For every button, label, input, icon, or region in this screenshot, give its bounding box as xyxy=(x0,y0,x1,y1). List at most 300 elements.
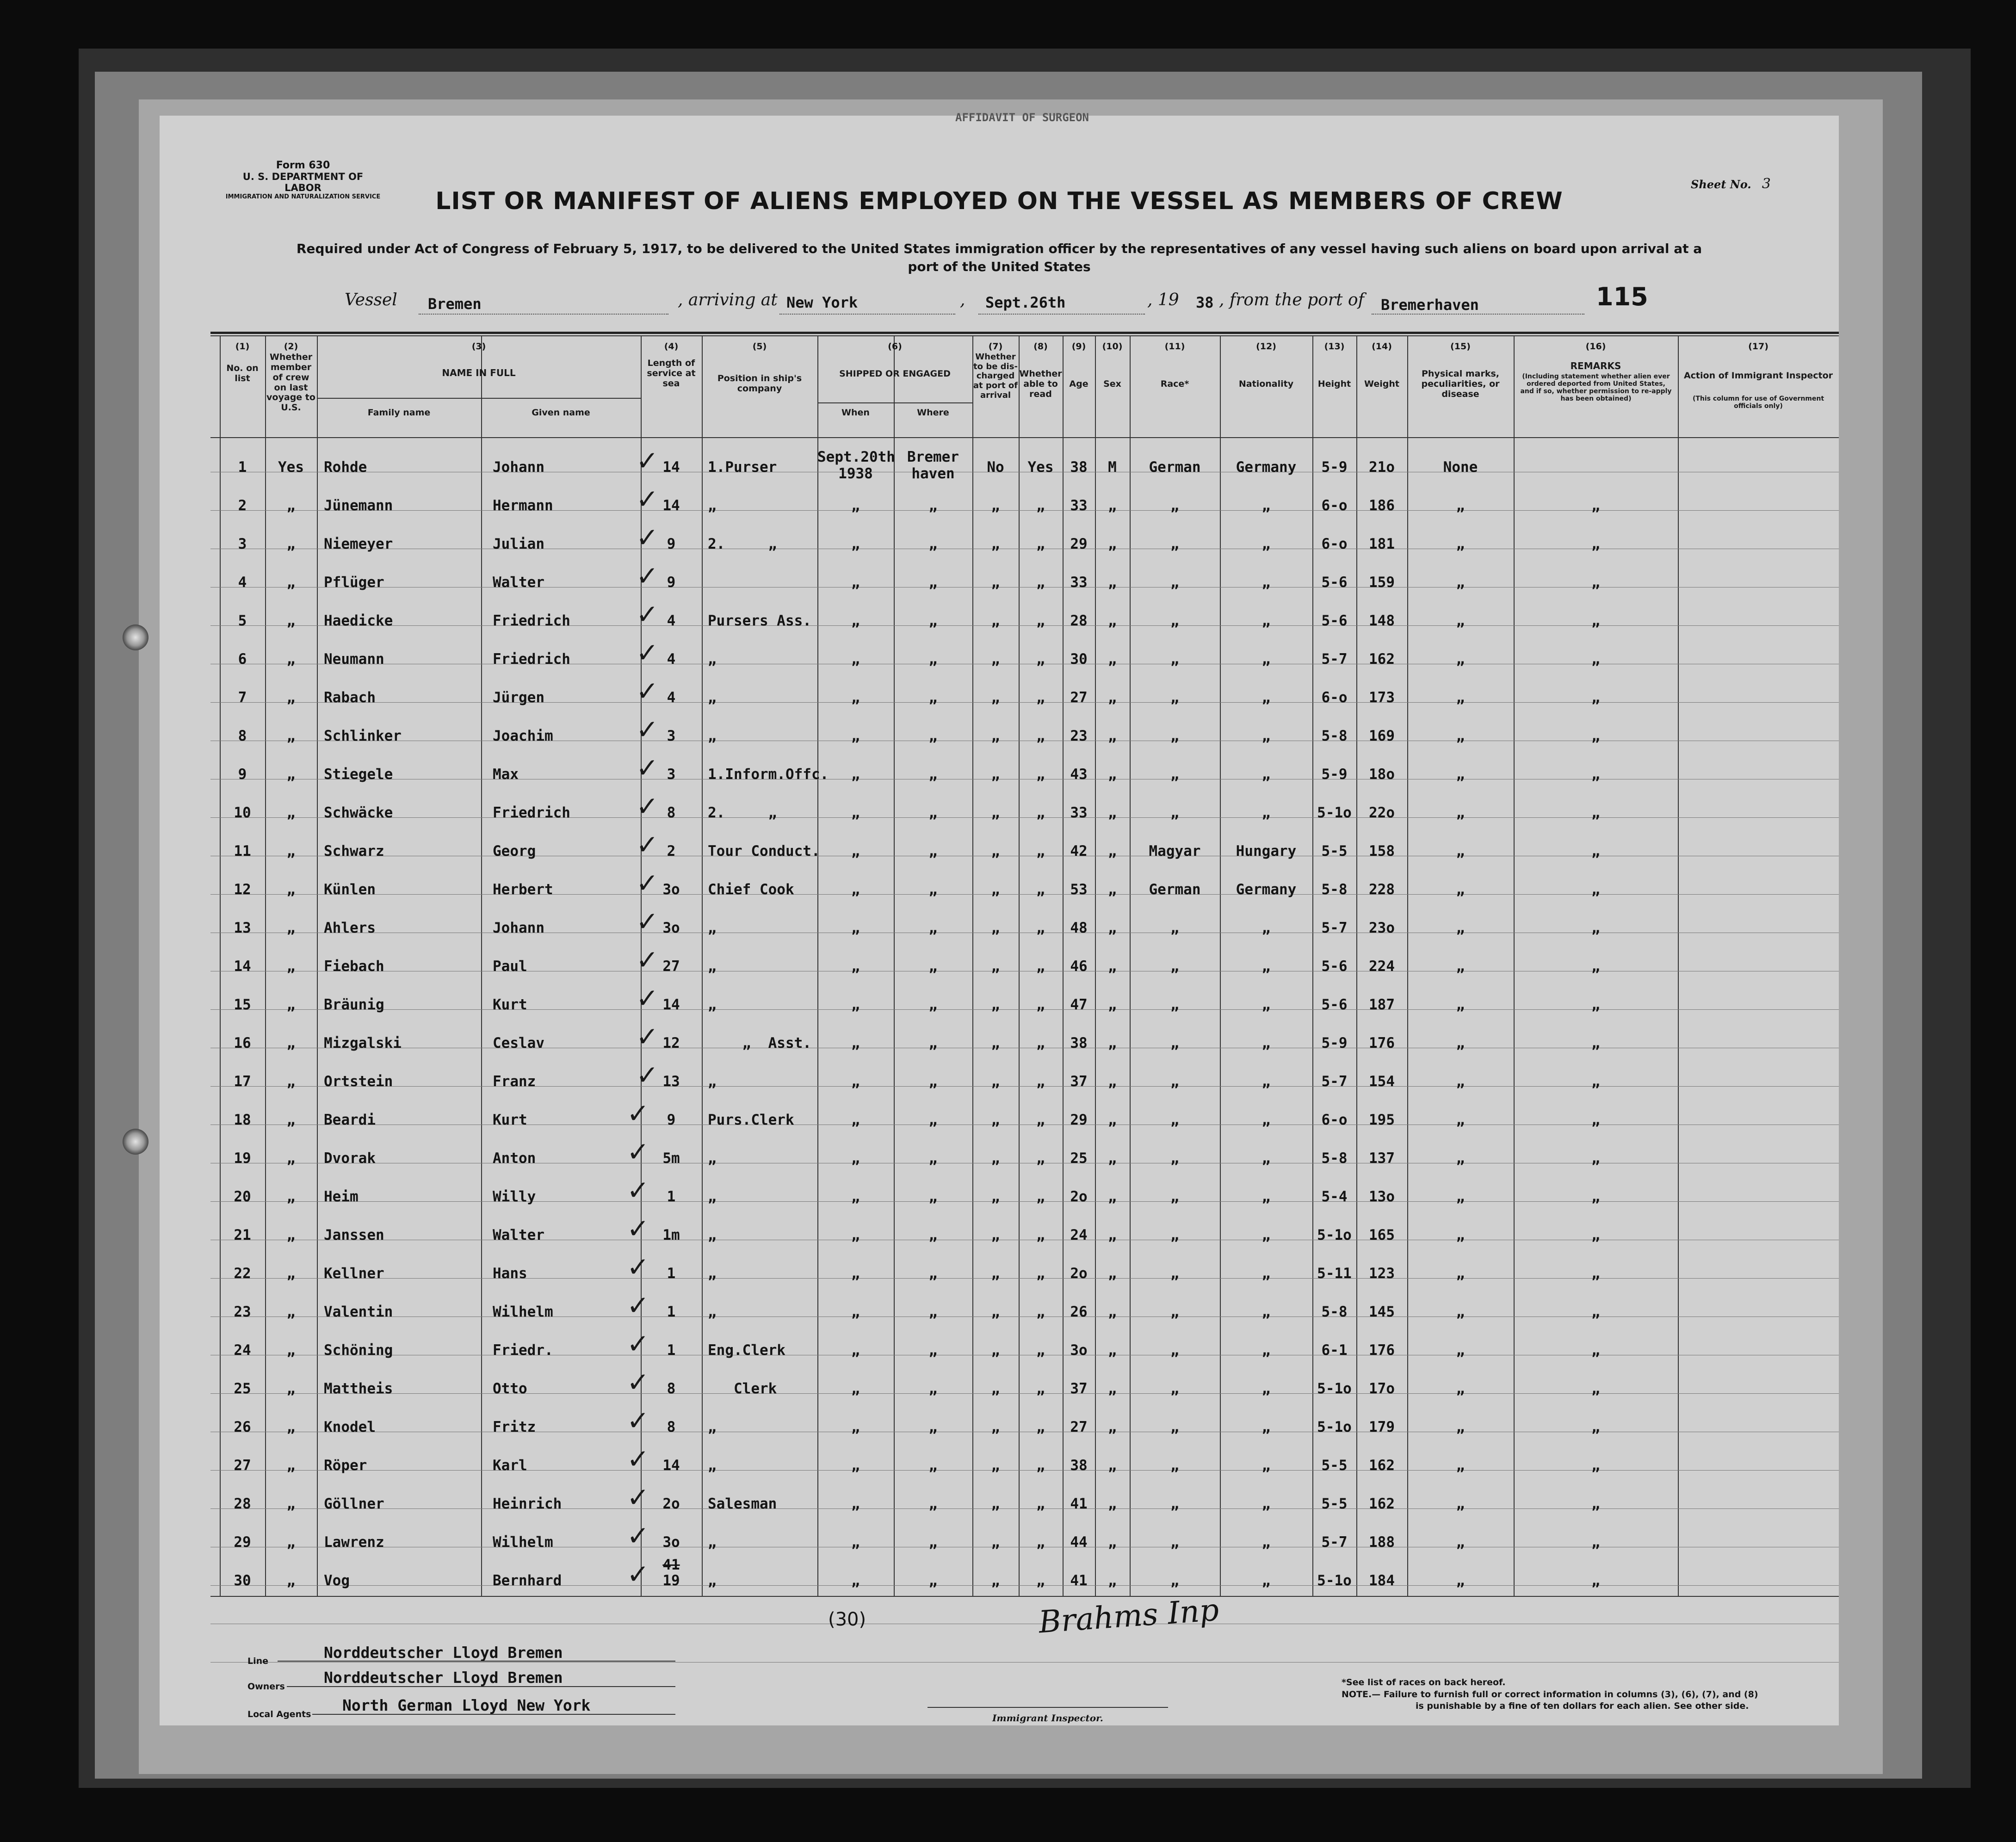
race-cell: „ xyxy=(1170,1227,1179,1243)
shipped-where-cell: „ xyxy=(928,920,938,936)
col-num: (10) xyxy=(1102,341,1123,352)
sex-cell: „ xyxy=(1108,1265,1117,1282)
department: U. S. DEPARTMENT OF LABOR xyxy=(242,171,364,194)
sex-cell: „ xyxy=(1108,1419,1117,1435)
height-cell: 5-11 xyxy=(1317,1265,1352,1282)
age-cell: 27 xyxy=(1070,1419,1088,1435)
owners-value: Norddeutscher Lloyd Bremen xyxy=(324,1669,563,1687)
check-mark-icon: ✓ xyxy=(627,1251,649,1283)
shipped-when-cell: „ xyxy=(851,958,860,975)
given-name-cell: Hermann xyxy=(493,497,553,514)
row-number: 4 xyxy=(238,574,247,591)
remarks-cell: „ xyxy=(1591,1380,1600,1397)
service-cell: 8 xyxy=(667,804,676,821)
row-number: 14 xyxy=(234,958,251,975)
row-number: 2 xyxy=(238,497,247,514)
position-cell: „ xyxy=(708,1534,717,1551)
discharge-cell: „ xyxy=(991,612,1000,629)
row-number: 6 xyxy=(238,651,247,668)
race-cell: „ xyxy=(1170,1572,1179,1589)
read-cell: „ xyxy=(1036,1457,1045,1474)
nationality-cell: „ xyxy=(1262,920,1271,936)
given-name-cell: Willy xyxy=(493,1188,536,1205)
height-cell: 5-8 xyxy=(1321,1150,1348,1167)
shipped-where-cell: „ xyxy=(928,766,938,783)
check-mark-icon: ✓ xyxy=(636,944,659,976)
service-cell: 14 xyxy=(662,1457,680,1474)
shipped-where-cell: „ xyxy=(928,804,938,821)
sex-cell: „ xyxy=(1108,1572,1117,1589)
shipped-when-cell: „ xyxy=(851,574,860,591)
nationality-cell: „ xyxy=(1262,1227,1271,1243)
weight-cell: 228 xyxy=(1369,881,1395,898)
marks-cell: „ xyxy=(1456,1227,1465,1243)
shipped-where-cell: „ xyxy=(928,612,938,629)
row-number: 28 xyxy=(234,1496,251,1512)
remarks-cell: „ xyxy=(1591,1035,1600,1051)
shipped-where-cell: haven xyxy=(911,465,955,482)
line-value: Norddeutscher Lloyd Bremen xyxy=(324,1644,563,1662)
nationality-cell: „ xyxy=(1262,766,1271,783)
row-number: 13 xyxy=(234,920,251,936)
height-cell: 5-5 xyxy=(1321,1457,1348,1474)
age-cell: 24 xyxy=(1070,1227,1088,1243)
nationality-cell: „ xyxy=(1262,1342,1271,1359)
shipped-where-cell: „ xyxy=(928,1112,938,1128)
sex-cell: M xyxy=(1108,459,1117,476)
given-name-cell: Kurt xyxy=(493,1112,527,1128)
col-num: (2) xyxy=(284,341,298,352)
sex-cell: „ xyxy=(1108,536,1117,552)
check-mark-icon: ✓ xyxy=(636,599,659,630)
col-num: (7) xyxy=(988,341,1003,352)
shipped-when-cell: „ xyxy=(851,804,860,821)
shipped-where-cell: „ xyxy=(928,1496,938,1512)
marks-cell: „ xyxy=(1456,881,1465,898)
port-underline xyxy=(779,314,955,315)
check-mark-icon: ✓ xyxy=(627,1098,649,1129)
weight-cell: 13o xyxy=(1369,1188,1395,1205)
remarks-cell: „ xyxy=(1591,612,1600,629)
height-cell: 5-7 xyxy=(1321,1534,1348,1551)
discharge-cell: „ xyxy=(991,843,1000,859)
check-mark-icon: ✓ xyxy=(627,1328,649,1360)
member-cell: „ xyxy=(286,612,296,629)
col-num: (4) xyxy=(664,341,679,352)
shipped-when-cell: Sept.20th xyxy=(817,449,895,465)
row-number: 27 xyxy=(234,1457,251,1474)
from-port: Bremerhaven xyxy=(1381,296,1479,314)
height-cell: 5-1o xyxy=(1317,1572,1352,1589)
remarks-cell: „ xyxy=(1591,1496,1600,1512)
age-cell: 2o xyxy=(1070,1188,1088,1205)
remarks-cell: „ xyxy=(1591,651,1600,668)
col-num: (13) xyxy=(1324,341,1345,352)
member-cell: „ xyxy=(286,1304,296,1320)
race-cell: „ xyxy=(1170,766,1179,783)
page-title: LIST OR MANIFEST OF ALIENS EMPLOYED ON THE VESSEL AS MEMBERS OF CREW xyxy=(435,187,1563,215)
weight-cell: 137 xyxy=(1369,1150,1395,1167)
shipped-when-cell: „ xyxy=(851,689,860,706)
race-cell: „ xyxy=(1170,804,1179,821)
nationality-cell: „ xyxy=(1262,804,1271,821)
inspector-signature: Brahms Inp xyxy=(1037,1592,1220,1640)
read-cell: Yes xyxy=(1027,459,1054,476)
position-cell: „ xyxy=(708,728,717,744)
note-fine: is punishable by a fine of ten dollars for each alien. See other side. xyxy=(1416,1701,1749,1712)
height-cell: 5-4 xyxy=(1321,1188,1348,1205)
shipped-when-cell: „ xyxy=(851,1265,860,1282)
nationality-cell: „ xyxy=(1262,728,1271,744)
discharge-cell: „ xyxy=(991,1073,1000,1090)
sex-cell: „ xyxy=(1108,881,1117,898)
shipped-where-cell: „ xyxy=(928,1035,938,1051)
family-name-cell: Künlen xyxy=(324,881,376,898)
member-cell: „ xyxy=(286,1534,296,1551)
col-heading-age: Age xyxy=(1069,379,1088,389)
race-cell: „ xyxy=(1170,958,1179,975)
shipped-when-cell: „ xyxy=(851,843,860,859)
given-name-cell: Joachim xyxy=(493,728,553,744)
sex-cell: „ xyxy=(1108,651,1117,668)
col-num: (11) xyxy=(1164,341,1185,352)
read-cell: „ xyxy=(1036,1534,1045,1551)
family-name-cell: Heim xyxy=(324,1188,359,1205)
height-cell: 5-9 xyxy=(1321,1035,1348,1051)
shipped-when-cell: „ xyxy=(851,920,860,936)
check-mark-icon: ✓ xyxy=(636,637,659,668)
family-name-cell: Dvorak xyxy=(324,1150,376,1167)
check-mark-icon: ✓ xyxy=(636,983,659,1014)
read-cell: „ xyxy=(1036,920,1045,936)
family-name-cell: Beardi xyxy=(324,1112,376,1128)
age-cell: 29 xyxy=(1070,536,1088,552)
struck-service-value: 41 xyxy=(662,1557,680,1573)
row-number: 23 xyxy=(234,1304,251,1320)
weight-cell: 184 xyxy=(1369,1572,1395,1589)
table-bottom-rule xyxy=(210,1596,1839,1597)
col-heading-shipped: SHIPPED OR ENGAGED xyxy=(839,369,951,379)
weight-cell: 188 xyxy=(1369,1534,1395,1551)
nationality-cell: „ xyxy=(1262,1188,1271,1205)
discharge-cell: „ xyxy=(991,1188,1000,1205)
position-cell: „ xyxy=(708,497,717,514)
shipped-when-cell: „ xyxy=(851,1419,860,1435)
given-name-cell: Friedrich xyxy=(493,651,570,668)
column-rule xyxy=(702,335,703,1596)
age-cell: 3o xyxy=(1070,1342,1088,1359)
nationality-cell: „ xyxy=(1262,574,1271,591)
read-cell: „ xyxy=(1036,1304,1045,1320)
top-note: AFFIDAVIT OF SURGEON xyxy=(955,111,1089,124)
shipped-when-cell: „ xyxy=(851,1112,860,1128)
shipped-when-cell: „ xyxy=(851,1073,860,1090)
service-cell: 19 xyxy=(662,1572,680,1589)
row-number: 20 xyxy=(234,1188,251,1205)
race-cell: „ xyxy=(1170,1304,1179,1320)
member-cell: „ xyxy=(286,996,296,1013)
col-num: (8) xyxy=(1033,341,1048,352)
subtitle-line-2: port of the United States xyxy=(908,259,1091,275)
member-cell: „ xyxy=(286,1112,296,1128)
agents-underline xyxy=(312,1714,675,1715)
col-heading-race: Race* xyxy=(1160,379,1189,389)
shipped-where-cell: „ xyxy=(928,843,938,859)
sex-cell: „ xyxy=(1108,920,1117,936)
weight-cell: 123 xyxy=(1369,1265,1395,1282)
shipped-when-cell: „ xyxy=(851,612,860,629)
nationality-cell: „ xyxy=(1262,1035,1271,1051)
position-cell: „ xyxy=(708,1572,717,1589)
col-heading-nationality: Nationality xyxy=(1238,379,1294,389)
family-name-cell: Schlinker xyxy=(324,728,402,744)
height-cell: 5-9 xyxy=(1321,766,1348,783)
marks-cell: „ xyxy=(1456,536,1465,552)
remarks-cell: „ xyxy=(1591,804,1600,821)
family-name-cell: Valentin xyxy=(324,1304,393,1320)
shipped-where-cell: „ xyxy=(928,1572,938,1589)
age-cell: 37 xyxy=(1070,1073,1088,1090)
age-cell: 23 xyxy=(1070,728,1088,744)
remarks-cell: „ xyxy=(1591,1227,1600,1243)
nationality-cell: „ xyxy=(1262,612,1271,629)
vessel-label: Vessel xyxy=(345,291,397,309)
remarks-cell: „ xyxy=(1591,1457,1600,1474)
member-cell: „ xyxy=(286,1150,296,1167)
given-name-cell: Johann xyxy=(493,459,544,476)
shipped-when-cell: „ xyxy=(851,1457,860,1474)
read-cell: „ xyxy=(1036,651,1045,668)
age-cell: 47 xyxy=(1070,996,1088,1013)
shipped-when-cell: „ xyxy=(851,1534,860,1551)
marks-cell: „ xyxy=(1456,958,1465,975)
footer-notes xyxy=(1342,1677,1823,1712)
age-cell: 30 xyxy=(1070,651,1088,668)
binder-hole xyxy=(123,1129,148,1155)
given-name-cell: Friedrich xyxy=(493,804,570,821)
nationality-cell: „ xyxy=(1262,651,1271,668)
shipped-when-cell: „ xyxy=(851,651,860,668)
given-name-cell: Jürgen xyxy=(493,689,544,706)
nationality-cell: „ xyxy=(1262,996,1271,1013)
marks-cell: „ xyxy=(1456,1457,1465,1474)
weight-cell: 148 xyxy=(1369,612,1395,629)
race-cell: „ xyxy=(1170,1496,1179,1512)
check-mark-icon: ✓ xyxy=(636,867,659,899)
given-name-cell: Walter xyxy=(493,574,544,591)
given-name-cell: Franz xyxy=(493,1073,536,1090)
height-cell: 5-8 xyxy=(1321,728,1348,744)
read-cell: „ xyxy=(1036,1419,1045,1435)
position-cell: „ xyxy=(708,1457,717,1474)
read-cell: „ xyxy=(1036,689,1045,706)
check-mark-icon: ✓ xyxy=(636,522,659,553)
race-cell: „ xyxy=(1170,728,1179,744)
sheet-number: 3 xyxy=(1762,176,1771,192)
from-label: , from the port of xyxy=(1219,291,1364,309)
read-cell: „ xyxy=(1036,1073,1045,1090)
height-cell: 6-1 xyxy=(1321,1342,1348,1359)
height-cell: 5-7 xyxy=(1321,1073,1348,1090)
column-rule xyxy=(1678,335,1679,1596)
col-heading-remarks: REMARKS xyxy=(1570,360,1621,371)
race-cell: „ xyxy=(1170,689,1179,706)
position-cell: „ xyxy=(708,920,717,936)
position-cell: 1.Inform.Offc. xyxy=(708,766,829,783)
shipped-when-cell: „ xyxy=(851,1342,860,1359)
race-cell: „ xyxy=(1170,1073,1179,1090)
discharge-cell: „ xyxy=(991,766,1000,783)
family-name-cell: Vog xyxy=(324,1572,350,1589)
check-mark-icon: ✓ xyxy=(627,1136,649,1168)
nationality-cell: Germany xyxy=(1236,881,1297,898)
race-cell: „ xyxy=(1170,1380,1179,1397)
age-cell: 43 xyxy=(1070,766,1088,783)
row-number: 15 xyxy=(234,996,251,1013)
member-cell: „ xyxy=(286,804,296,821)
age-cell: 27 xyxy=(1070,689,1088,706)
vessel-underline xyxy=(419,314,668,315)
age-cell: 41 xyxy=(1070,1496,1088,1512)
weight-cell: 18o xyxy=(1369,766,1395,783)
member-cell: „ xyxy=(286,1188,296,1205)
member-cell: „ xyxy=(286,881,296,898)
marks-cell: „ xyxy=(1456,1496,1465,1512)
given-name-cell: Wilhelm xyxy=(493,1534,553,1551)
remarks-cell: „ xyxy=(1591,1150,1600,1167)
marks-cell: „ xyxy=(1456,497,1465,514)
discharge-cell: „ xyxy=(991,728,1000,744)
position-cell: Pursers Ass. xyxy=(708,612,811,629)
sex-cell: „ xyxy=(1108,612,1117,629)
read-cell: „ xyxy=(1036,1188,1045,1205)
member-cell: „ xyxy=(286,728,296,744)
row-number: 1 xyxy=(238,459,247,476)
service-cell: 2 xyxy=(667,843,676,859)
col-num: (3) xyxy=(471,341,486,352)
family-name-cell: Lawrenz xyxy=(324,1534,384,1551)
col-num: (16) xyxy=(1585,341,1606,352)
member-cell: „ xyxy=(286,536,296,552)
position-cell: Clerk xyxy=(708,1380,777,1397)
age-cell: 42 xyxy=(1070,843,1088,859)
check-mark-icon: ✓ xyxy=(636,483,659,515)
given-name-cell: Friedr. xyxy=(493,1342,553,1359)
binder-hole xyxy=(123,624,148,650)
member-cell: „ xyxy=(286,1496,296,1512)
service-cell: 4 xyxy=(667,651,676,668)
position-cell: „ xyxy=(708,1150,717,1167)
shipped-where-cell: „ xyxy=(928,1534,938,1551)
service-cell: 9 xyxy=(667,574,676,591)
shipped-where-cell: „ xyxy=(928,958,938,975)
age-cell: 29 xyxy=(1070,1112,1088,1128)
shipped-when-cell: „ xyxy=(851,1380,860,1397)
shipped-where-cell: „ xyxy=(928,1457,938,1474)
manifest-sheet xyxy=(160,111,1839,1725)
col-num: (17) xyxy=(1748,341,1769,352)
nationality-cell: „ xyxy=(1262,1150,1271,1167)
owners-label: Owners xyxy=(247,1681,285,1692)
row-number: 7 xyxy=(238,689,247,706)
remarks-cell: „ xyxy=(1591,689,1600,706)
service-cell: 3o xyxy=(662,881,680,898)
check-mark-icon: ✓ xyxy=(627,1290,649,1321)
family-name-cell: Niemeyer xyxy=(324,536,393,552)
col-heading-where: Where xyxy=(917,408,949,418)
row-number: 5 xyxy=(238,612,247,629)
race-cell: „ xyxy=(1170,1342,1179,1359)
remarks-cell: „ xyxy=(1591,958,1600,975)
sex-cell: „ xyxy=(1108,1150,1117,1167)
given-name-cell: Herbert xyxy=(493,881,553,898)
family-name-cell: Stiegele xyxy=(324,766,393,783)
table-top-rule xyxy=(210,332,1839,334)
age-cell: 26 xyxy=(1070,1304,1088,1320)
nationality-cell: „ xyxy=(1262,1457,1271,1474)
read-cell: „ xyxy=(1036,574,1045,591)
age-cell: 41 xyxy=(1070,1572,1088,1589)
shipped-when-cell: „ xyxy=(851,1304,860,1320)
check-mark-icon: ✓ xyxy=(627,1482,649,1513)
service-cell: 9 xyxy=(667,1112,676,1128)
weight-cell: 162 xyxy=(1369,1457,1395,1474)
read-cell: „ xyxy=(1036,766,1045,783)
weight-cell: 176 xyxy=(1369,1035,1395,1051)
weight-cell: 169 xyxy=(1369,728,1395,744)
shipped-where-cell: Bremer xyxy=(907,449,959,465)
sex-cell: „ xyxy=(1108,1304,1117,1320)
shipped-subheader-rule xyxy=(817,402,972,403)
weight-cell: 154 xyxy=(1369,1073,1395,1090)
service-cell: 3o xyxy=(662,920,680,936)
shipped-where-cell: „ xyxy=(928,1073,938,1090)
marks-cell: „ xyxy=(1456,1572,1465,1589)
given-name-cell: Bernhard xyxy=(493,1572,562,1589)
age-cell: 33 xyxy=(1070,574,1088,591)
nationality-cell: „ xyxy=(1262,1304,1271,1320)
family-name-cell: Göllner xyxy=(324,1496,384,1512)
marks-cell: „ xyxy=(1456,1150,1465,1167)
weight-cell: 165 xyxy=(1369,1227,1395,1243)
col-heading-member: Whether member of crew on last voyage to U.S. xyxy=(266,352,315,413)
given-name-cell: Ceslav xyxy=(493,1035,544,1051)
family-name-cell: Pflüger xyxy=(324,574,384,591)
line-label: Line xyxy=(247,1656,269,1666)
row-number: 24 xyxy=(234,1342,251,1359)
weight-cell: 158 xyxy=(1369,843,1395,859)
position-cell: Purs.Clerk xyxy=(708,1112,794,1128)
position-cell: 2. „ xyxy=(708,804,777,821)
shipped-where-cell: „ xyxy=(928,1265,938,1282)
discharge-cell: „ xyxy=(991,958,1000,975)
remarks-cell: „ xyxy=(1591,536,1600,552)
height-cell: 5-7 xyxy=(1321,651,1348,668)
sex-cell: „ xyxy=(1108,728,1117,744)
family-name-cell: Ahlers xyxy=(324,920,376,936)
read-cell: „ xyxy=(1036,1342,1045,1359)
shipped-where-cell: „ xyxy=(928,1188,938,1205)
row-number: 22 xyxy=(234,1265,251,1282)
discharge-cell: „ xyxy=(991,1112,1000,1128)
nationality-cell: „ xyxy=(1262,1419,1271,1435)
given-name-cell: Otto xyxy=(493,1380,527,1397)
remarks-cell: „ xyxy=(1591,1112,1600,1128)
service-name: IMMIGRATION AND NATURALIZATION SERVICE xyxy=(225,193,381,200)
col-heading-action: Action of Immigrant Inspector xyxy=(1683,371,1833,381)
col-num: (1) xyxy=(235,341,250,352)
given-name-cell: Walter xyxy=(493,1227,544,1243)
